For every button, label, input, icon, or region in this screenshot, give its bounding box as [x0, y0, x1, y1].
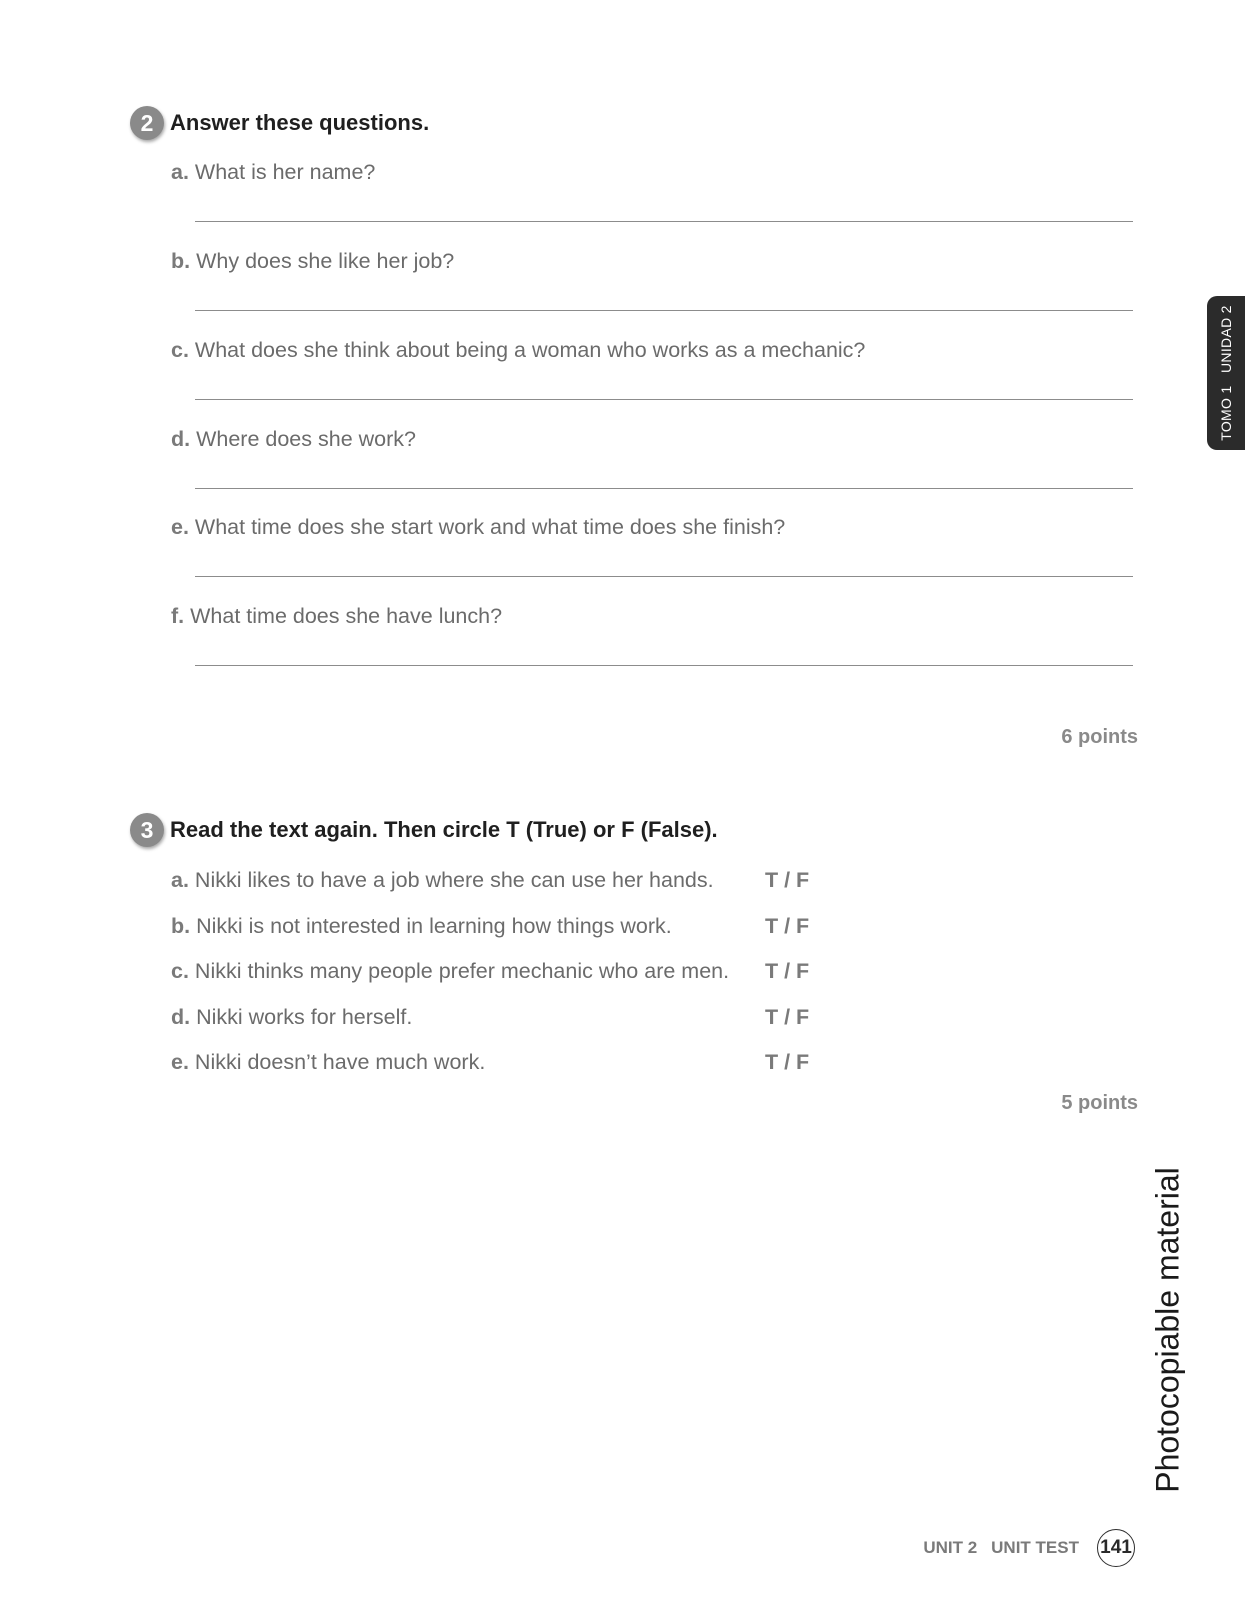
page-number: 141 — [1097, 1529, 1135, 1567]
unit-side-tab — [1207, 296, 1245, 450]
statement-letter: b. — [171, 914, 191, 938]
question-text: What time does she have lunch? — [190, 604, 503, 628]
footer-unit: UNIT 2 — [923, 1538, 978, 1557]
question-letter: b. — [171, 249, 191, 273]
photocopiable-label-wrap — [1148, 1158, 1188, 1502]
statement-text: Nikki doesn’t have much work. — [194, 1050, 486, 1074]
true-false-choice[interactable]: T / F — [765, 1050, 810, 1074]
section-2-header — [130, 106, 429, 140]
section-title: Read the text again. Then circle T (True) or F (False). — [170, 817, 718, 842]
side-tab-label: TOMO 1 UNIDAD 2 — [1218, 305, 1234, 441]
statement-e — [171, 1047, 871, 1077]
true-false-choice[interactable]: T / F — [765, 1005, 810, 1029]
statement-b — [171, 911, 871, 941]
section-number-badge: 3 — [130, 813, 164, 847]
answer-line[interactable] — [195, 665, 1133, 666]
question-text: Why does she like her job? — [196, 249, 455, 273]
section-number-badge: 2 — [130, 106, 164, 140]
question-letter: d. — [171, 427, 191, 451]
answer-line[interactable] — [195, 399, 1133, 400]
statement-text: Nikki likes to have a job where she can use her hands. — [194, 868, 714, 892]
true-false-choice[interactable]: T / F — [765, 914, 810, 938]
statement-a — [171, 865, 871, 895]
section-title: Answer these questions. — [170, 110, 430, 135]
question-letter: e. — [171, 515, 189, 539]
question-text: What is her name? — [194, 160, 376, 184]
section-2-points: 6 points — [1061, 726, 1138, 748]
statement-d — [171, 1002, 871, 1032]
true-false-choice[interactable]: T / F — [765, 868, 810, 892]
question-text: What time does she start work and what time does she finish? — [194, 515, 786, 539]
statement-text: Nikki works for herself. — [196, 1005, 413, 1029]
section-3-points: 5 points — [1061, 1092, 1138, 1114]
section-3-header — [130, 813, 718, 847]
page-footer — [923, 1528, 1135, 1568]
statement-letter: d. — [171, 1005, 191, 1029]
photocopiable-label: Photocopiable material — [1149, 1167, 1186, 1493]
answer-line[interactable] — [195, 221, 1133, 222]
statement-letter: a. — [171, 868, 189, 892]
statement-c — [171, 956, 871, 986]
statement-letter: e. — [171, 1050, 189, 1074]
footer-test: UNIT TEST — [991, 1538, 1079, 1557]
question-d — [171, 424, 1133, 454]
question-text: What does she think about being a woman who works as a mechanic? — [194, 338, 866, 362]
question-letter: c. — [171, 338, 189, 362]
answer-line[interactable] — [195, 310, 1133, 311]
statement-letter: c. — [171, 959, 189, 983]
true-false-choice[interactable]: T / F — [765, 959, 810, 983]
question-b — [171, 246, 1133, 276]
question-a — [171, 157, 1133, 187]
question-e — [171, 512, 1133, 542]
question-letter: a. — [171, 160, 189, 184]
question-c — [171, 335, 1133, 365]
question-f — [171, 601, 1133, 631]
question-letter: f. — [171, 604, 185, 628]
question-text: Where does she work? — [196, 427, 416, 451]
statement-text: Nikki thinks many people prefer mechanic who are men. — [194, 959, 730, 983]
answer-line[interactable] — [195, 488, 1133, 489]
statement-text: Nikki is not interested in learning how things work. — [196, 914, 672, 938]
answer-line[interactable] — [195, 576, 1133, 577]
